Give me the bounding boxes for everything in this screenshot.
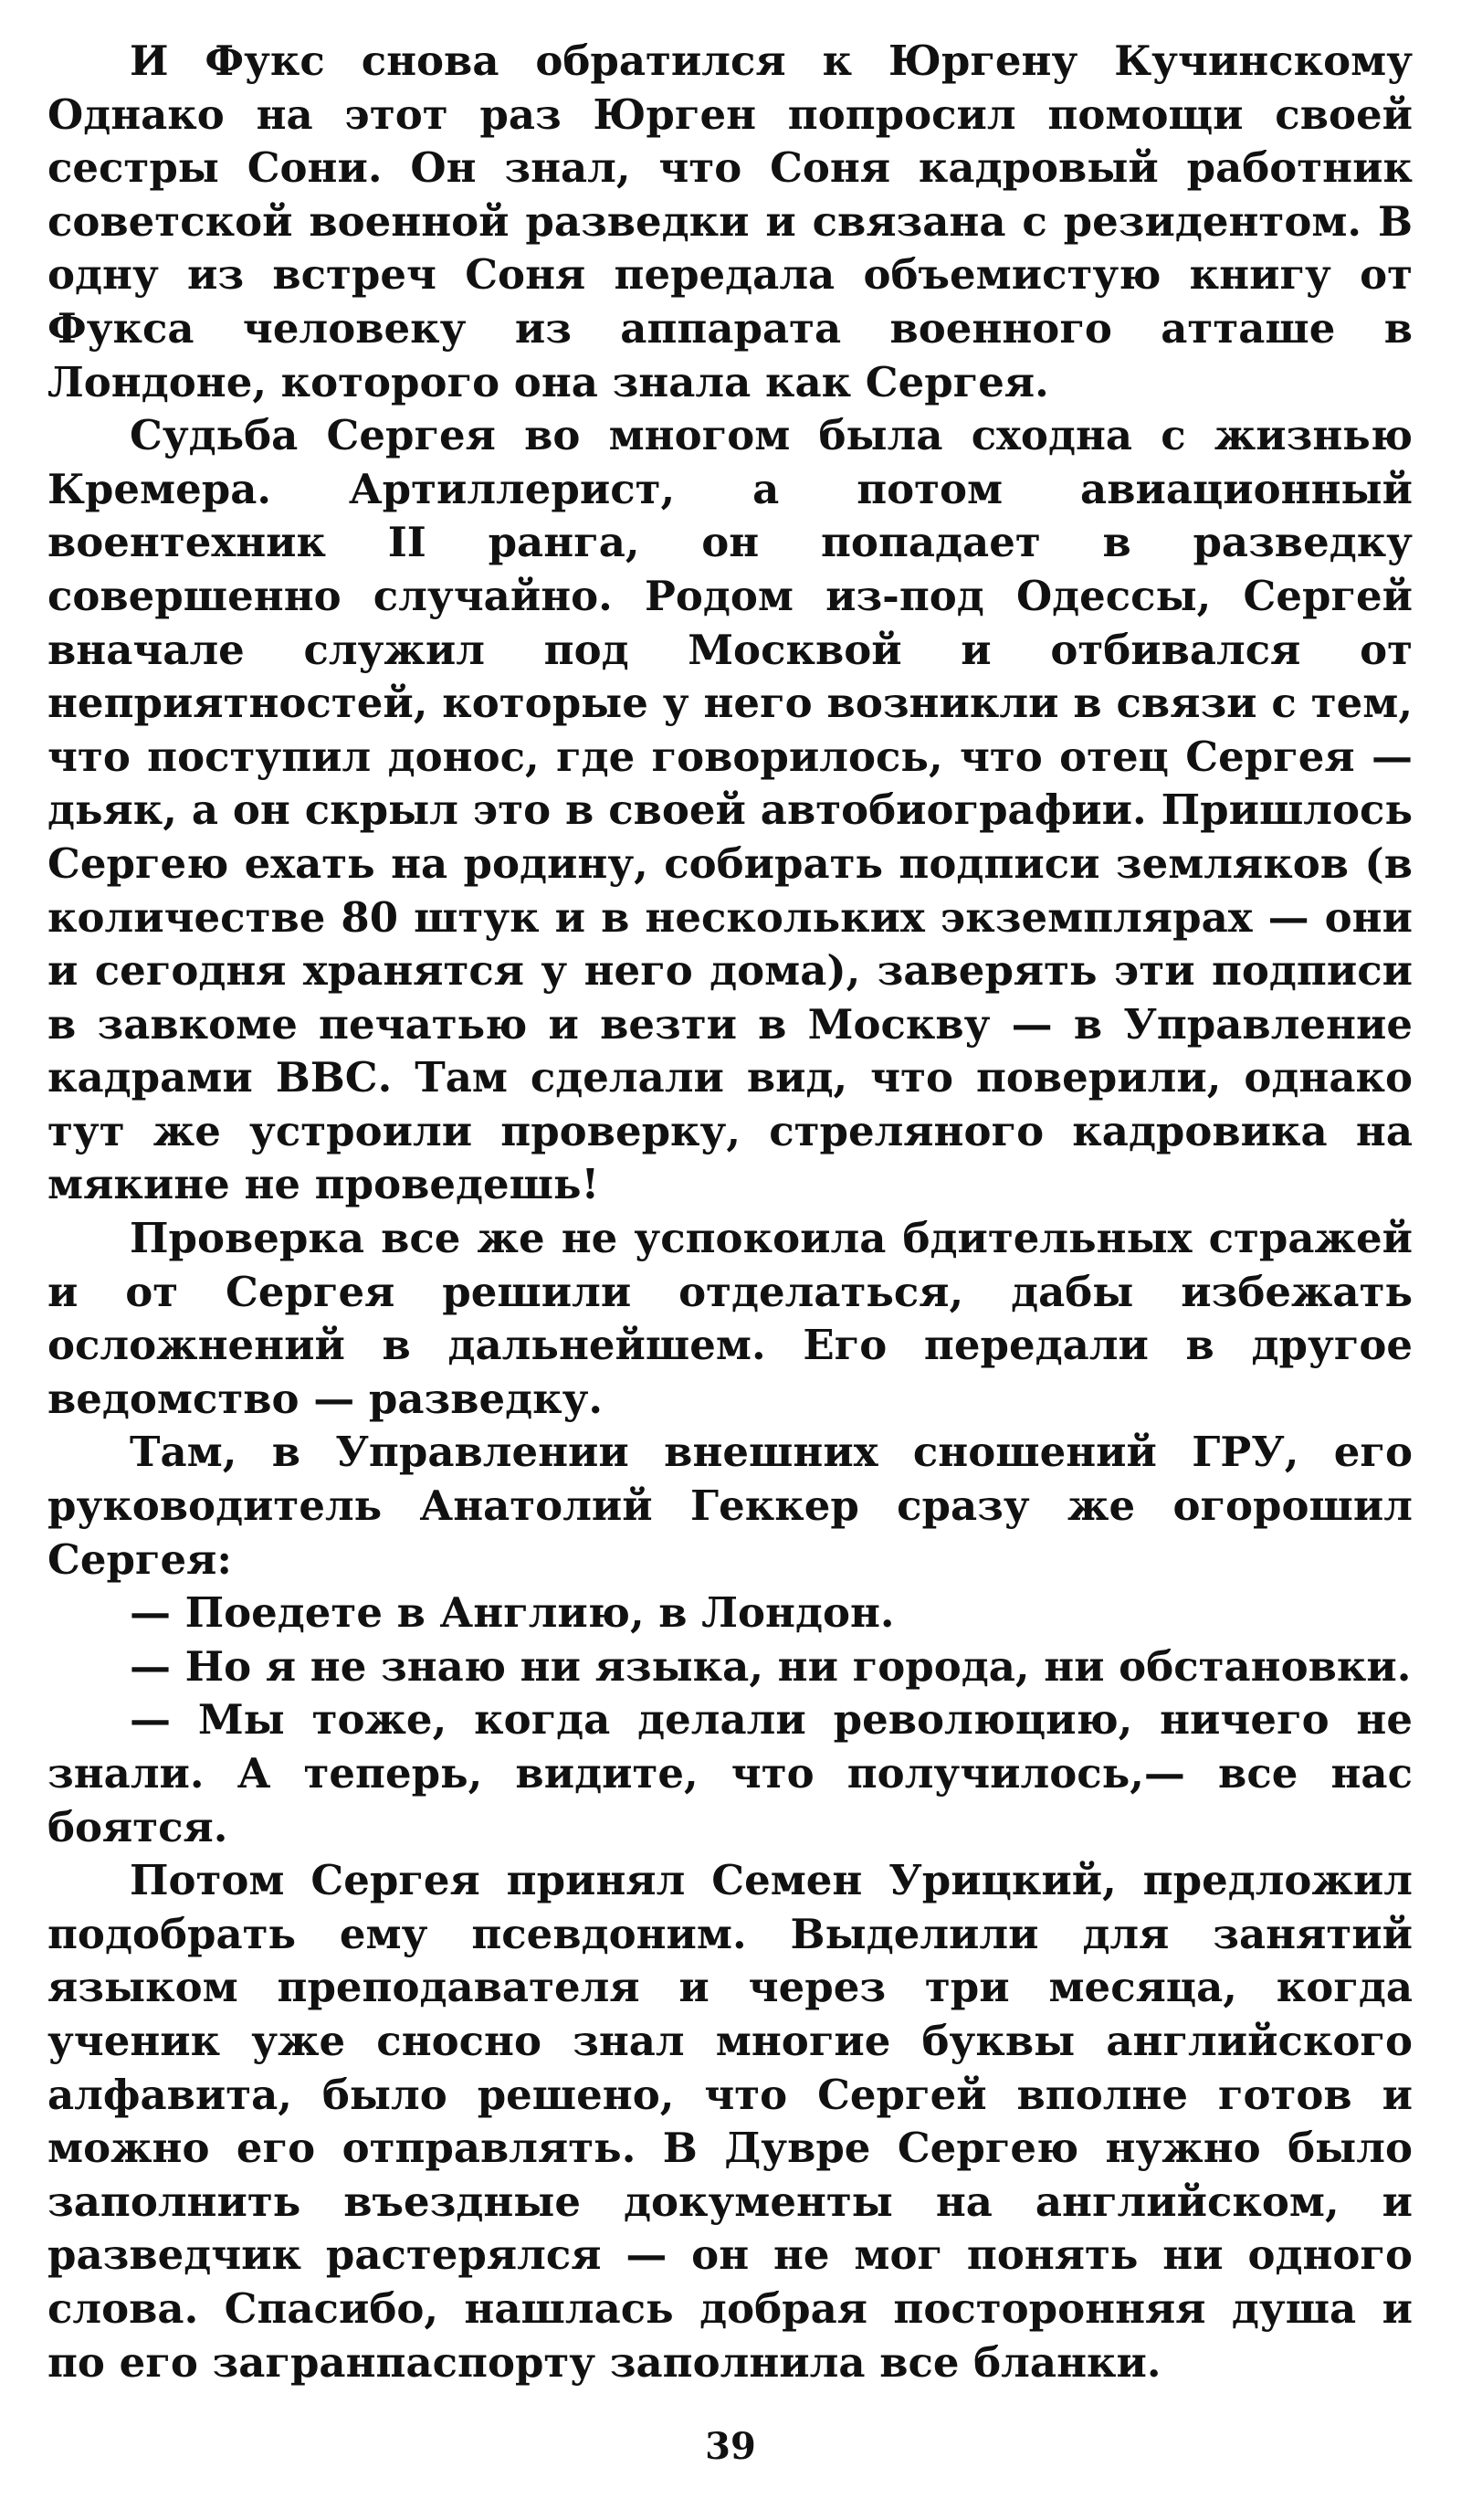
body-text [47, 35, 1413, 2389]
paragraph: Потом Сергея принял Семен Урицкий, предложил подобрать ему псевдоним. Выделили для занятий языком преподавателя и через три месяца, когда ученик уже сносно знал многие буквы английского алфавита, было решено, что Сергей вполне готов и можно его отправлять. В Дувре Сергею нужно было заполнить въездные документы на английском, и разведчик растерялся — он не мог понять ни одного слова. Спасибо, нашлась добрая посторонняя душа и по его загранпаспорту заполнила все бланки. [47, 1856, 1413, 2387]
page-number: 39 [705, 2425, 756, 2468]
dialogue-line: — Мы тоже, когда делали революцию, ничего не знали. А теперь, видите, что получилось,— все нас боятся. [47, 1695, 1413, 1851]
paragraph: Судьба Сергея во многом была сходна с жизнью Кремера. Артиллерист, а потом авиационный воентехник II ранга, он попадает в разведку совершенно случайно. Родом из-под Одессы, Сергей вначале служил под Москвой и отбивался от неприятностей, которые у него возникли в связи с тем, что поступил донос, где говорилось, что отец Сергея — дьяк, а он скрыл это в своей автобиографии. Пришлось Сергею ехать на родину, собирать подписи земляков (в количестве 80 штук и в нескольких экземплярах — они и сегодня хранятся у него дома), заверять эти подписи в завкоме печатью и везти в Москву — в Управление кадрами ВВС. Там сделали вид, что поверили, однако тут же устроили проверку, стреляного кадровика на мякине не проведешь! [47, 411, 1413, 1209]
paragraph: Проверка все же не успокоила бдительных стражей и от Сергея решили отделаться, дабы избежать осложнений в дальнейшем. Его передали в другое ведомство — разведку. [47, 1214, 1413, 1423]
dialogue-line: — Но я не знаю ни языка, ни города, ни обстановки. [130, 1641, 1412, 1691]
dialogue-line: — Поедете в Англию, в Лондон. [130, 1588, 895, 1638]
paragraph: Там, в Управлении внешних сношений ГРУ, его руководитель Анатолий Геккер сразу же огорошил Сергея: [47, 1428, 1413, 1584]
paragraph: И Фукс снова обратился к Юргену Кучинскому Однако на этот раз Юрген попросил помощи своей сестры Сони. Он знал, что Соня кадровый работник советской военной разведки и связана с резидентом. В одну из встреч Соня передала объемистую книгу от Фукса человеку из аппарата военного атташе в Лондоне, которого она знала как Сергея. [47, 37, 1413, 406]
